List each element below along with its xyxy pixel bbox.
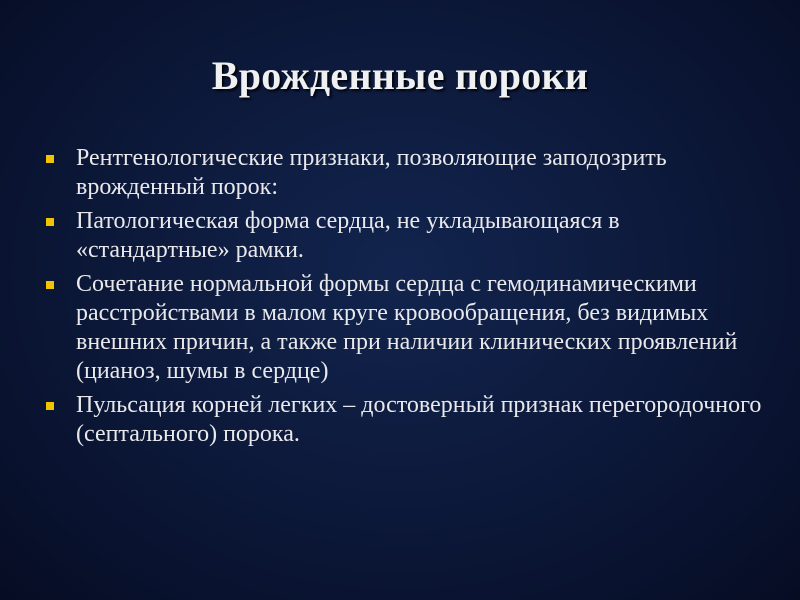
bullet-item bbox=[44, 207, 764, 265]
bullet-text: Сочетание нормальной формы сердца с гемодинамическими расстройствами в малом круге кровообращения, без видимых внешних причин, а также при наличии клинических проявлений (цианоз, шумы в сердце) bbox=[76, 271, 738, 384]
square-bullet-icon bbox=[46, 155, 54, 163]
bullet-item bbox=[44, 144, 764, 202]
bullet-text: Пульсация корней легких – достоверный признак перегородочного (септального) порока. bbox=[76, 392, 762, 447]
bullet-text: Патологическая форма сердца, не укладывающаяся в «стандартные» рамки. bbox=[76, 208, 620, 263]
bullet-list bbox=[44, 144, 764, 454]
bullet-item bbox=[44, 391, 764, 449]
square-bullet-icon bbox=[46, 281, 54, 289]
bullet-text: Рентгенологические признаки, позволяющие заподозрить врожденный порок: bbox=[76, 145, 667, 200]
square-bullet-icon bbox=[46, 218, 54, 226]
slide-title: Врожденные пороки bbox=[211, 53, 589, 98]
square-bullet-icon bbox=[46, 402, 54, 410]
bullet-item bbox=[44, 270, 764, 386]
